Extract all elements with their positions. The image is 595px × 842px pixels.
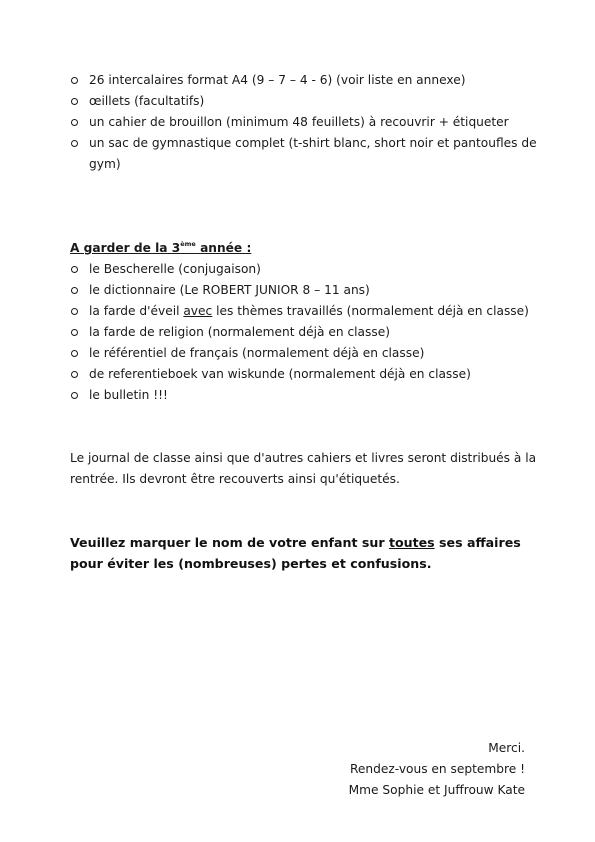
list-item xyxy=(70,133,540,175)
list-item xyxy=(70,301,540,322)
supplies-list xyxy=(70,70,540,175)
section-heading-suffix: année : xyxy=(195,241,252,255)
list-item-text: le Bescherelle (conjugaison) xyxy=(89,262,261,276)
section-heading-prefix: A garder de la 3 xyxy=(70,241,181,255)
signature-closing: Rendez-vous en septembre ! xyxy=(349,762,525,776)
notice-text-after: ses affaires pour éviter les (nombreuses) pertes et confusions. xyxy=(70,535,521,571)
keep-list xyxy=(70,259,540,406)
list-item-text: 26 intercalaires format A4 (9 – 7 – 4 - 6) (voir liste en annexe) xyxy=(89,73,466,87)
list-item-text: un cahier de brouillon (minimum 48 feuillets) à recouvrir + étiqueter xyxy=(89,115,509,129)
list-item-text: la farde d'éveil xyxy=(89,304,184,318)
signature-names: Mme Sophie et Juffrouw Kate xyxy=(348,783,525,797)
list-item xyxy=(70,322,540,343)
circle-bullet-icon xyxy=(71,77,78,84)
circle-bullet-icon xyxy=(71,329,78,336)
section-heading-superscript: ème xyxy=(180,239,196,248)
circle-bullet-icon xyxy=(71,371,78,378)
list-item xyxy=(70,364,540,385)
list-item xyxy=(70,70,540,91)
circle-bullet-icon xyxy=(71,266,78,273)
list-item xyxy=(70,112,540,133)
list-item xyxy=(70,280,540,301)
signature-block xyxy=(349,738,525,801)
signature-thanks: Merci. xyxy=(488,741,525,755)
bold-notice xyxy=(70,532,540,574)
section-heading xyxy=(70,238,251,259)
list-item-text: le bulletin !!! xyxy=(89,388,168,402)
list-item-underlined-word: avec xyxy=(183,304,213,318)
notice-underlined-word: toutes xyxy=(388,535,435,550)
info-paragraph: Le journal de classe ainsi que d'autres cahiers et livres seront distribués à la rentrée. Ils devront être recouverts ainsi qu'étiquetés. xyxy=(70,451,537,486)
circle-bullet-icon xyxy=(71,287,78,294)
circle-bullet-icon xyxy=(71,308,78,315)
circle-bullet-icon xyxy=(71,350,78,357)
list-item xyxy=(70,385,540,406)
list-item-text: un sac de gymnastique complet (t-shirt blanc, short noir et pantoufles de gym) xyxy=(89,136,537,171)
list-item-text: de referentieboek van wiskunde (normalement déjà en classe) xyxy=(89,367,471,381)
circle-bullet-icon xyxy=(71,98,78,105)
circle-bullet-icon xyxy=(71,140,78,147)
list-item-text: le référentiel de français (normalement déjà en classe) xyxy=(89,346,425,360)
circle-bullet-icon xyxy=(71,119,78,126)
list-item-text: le dictionnaire (Le ROBERT JUNIOR 8 – 11 ans) xyxy=(89,283,370,297)
list-item xyxy=(70,91,540,112)
list-item-text: la farde de religion (normalement déjà en classe) xyxy=(89,325,390,339)
list-item xyxy=(70,259,540,280)
list-item-text: œillets (facultatifs) xyxy=(89,94,205,108)
notice-text: Veuillez marquer le nom de votre enfant sur xyxy=(70,535,389,550)
list-item-text-after: les thèmes travaillés (normalement déjà en classe) xyxy=(212,304,529,318)
list-item xyxy=(70,343,540,364)
circle-bullet-icon xyxy=(71,392,78,399)
